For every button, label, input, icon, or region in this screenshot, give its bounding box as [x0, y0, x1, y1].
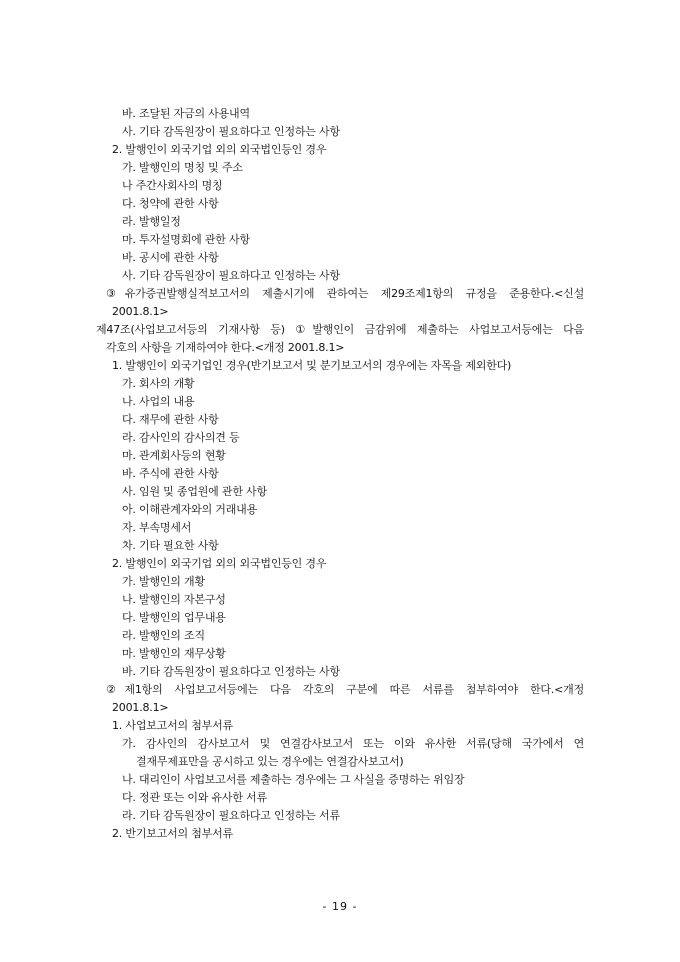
text-line: 사. 기타 감독원장이 필요하다고 인정하는 사항 [122, 125, 340, 138]
text-line: 다. 재무에 관한 사항 [122, 413, 219, 426]
text-line: ③유가증권발행실적보고서의 제출시기에 관하여는 제29조제1항의 규정을 준용한다.<신설 [106, 287, 584, 300]
text-line: 가. 발행인의 개황 [122, 575, 205, 588]
text-line: 나. 발행인의 자본구성 [122, 593, 226, 606]
text-line: 바. 공시에 관한 사항 [122, 251, 219, 264]
text-line: 나. 대리인이 사업보고서를 제출하는 경우에는 그 사실을 증명하는 위임장 [122, 773, 465, 786]
text-line: 마. 관계회사등의 현황 [122, 449, 226, 462]
text-line: 다. 정관 또는 이와 유사한 서류 [122, 791, 267, 804]
text-line: 라. 기타 감독원장이 필요하다고 인정하는 서류 [122, 809, 340, 822]
text-line: 1. 발행인이 외국기업인 경우(반기보고서 및 분기보고서의 경우에는 자목을 제외한다) [112, 359, 512, 372]
text-line: 라. 발행일정 [122, 215, 181, 228]
text-line: ②제1항의 사업보고서등에는 다음 각호의 구분에 따른 서류를 첨부하여야 한다.<개정 [106, 683, 584, 696]
text-line: 2001.8.1> [112, 701, 169, 714]
page-number: - 19 - [322, 900, 358, 913]
text-line: 나 주간사회사의 명칭 [122, 179, 223, 192]
text-line: 바. 주식에 관한 사항 [122, 467, 219, 480]
text-line: 다. 청약에 관한 사항 [122, 197, 219, 210]
text-line: 사. 임원 및 종업원에 관한 사항 [122, 485, 267, 498]
text-line: 가. 회사의 개황 [122, 377, 195, 390]
text-line: 아. 이해관계자와의 거래내용 [122, 503, 258, 516]
text-line: 사. 기타 감독원장이 필요하다고 인정하는 사항 [122, 269, 340, 282]
text-line: 차. 기타 필요한 사항 [122, 539, 219, 552]
text-line: 2. 반기보고서의 첨부서류 [112, 827, 233, 840]
text-line: 마. 투자설명회에 관한 사항 [122, 233, 250, 246]
text-line: 2001.8.1> [112, 305, 169, 318]
text-line: 1. 사업보고서의 첨부서류 [112, 719, 233, 732]
text-line: 라. 발행인의 조직 [122, 629, 205, 642]
text-line: 2. 발행인이 외국기업 외의 외국법인등인 경우 [112, 143, 327, 156]
article-heading: 제47조(사업보고서등의 기재사항 등) ①발행인이 금감위에 제출하는 사업보고서등에는 다음 [96, 323, 584, 336]
text-line: 2. 발행인이 외국기업 외의 외국법인등인 경우 [112, 557, 327, 570]
text-line: 가. 발행인의 명칭 및 주소 [122, 161, 243, 174]
text-line: 나. 사업의 내용 [122, 395, 195, 408]
text-line: 라. 감사인의 감사의견 등 [122, 431, 240, 444]
text-line: 결재무제표만을 공시하고 있는 경우에는 연결감사보고서) [136, 755, 404, 768]
text-line: 각호의 사항을 기재하여야 한다.<개정 2001.8.1> [106, 341, 345, 354]
text-line: 자. 부속명세서 [122, 521, 192, 534]
text-line: 바. 조달된 자금의 사용내역 [122, 107, 250, 120]
text-line: 다. 발행인의 업무내용 [122, 611, 226, 624]
text-line: 바. 기타 감독원장이 필요하다고 인정하는 사항 [122, 665, 340, 678]
text-line: 가. 감사인의 감사보고서 및 연결감사보고서 또는 이와 유사한 서류(당해 국가에서 연 [122, 737, 584, 750]
text-line: 마. 발행인의 재무상황 [122, 647, 226, 660]
